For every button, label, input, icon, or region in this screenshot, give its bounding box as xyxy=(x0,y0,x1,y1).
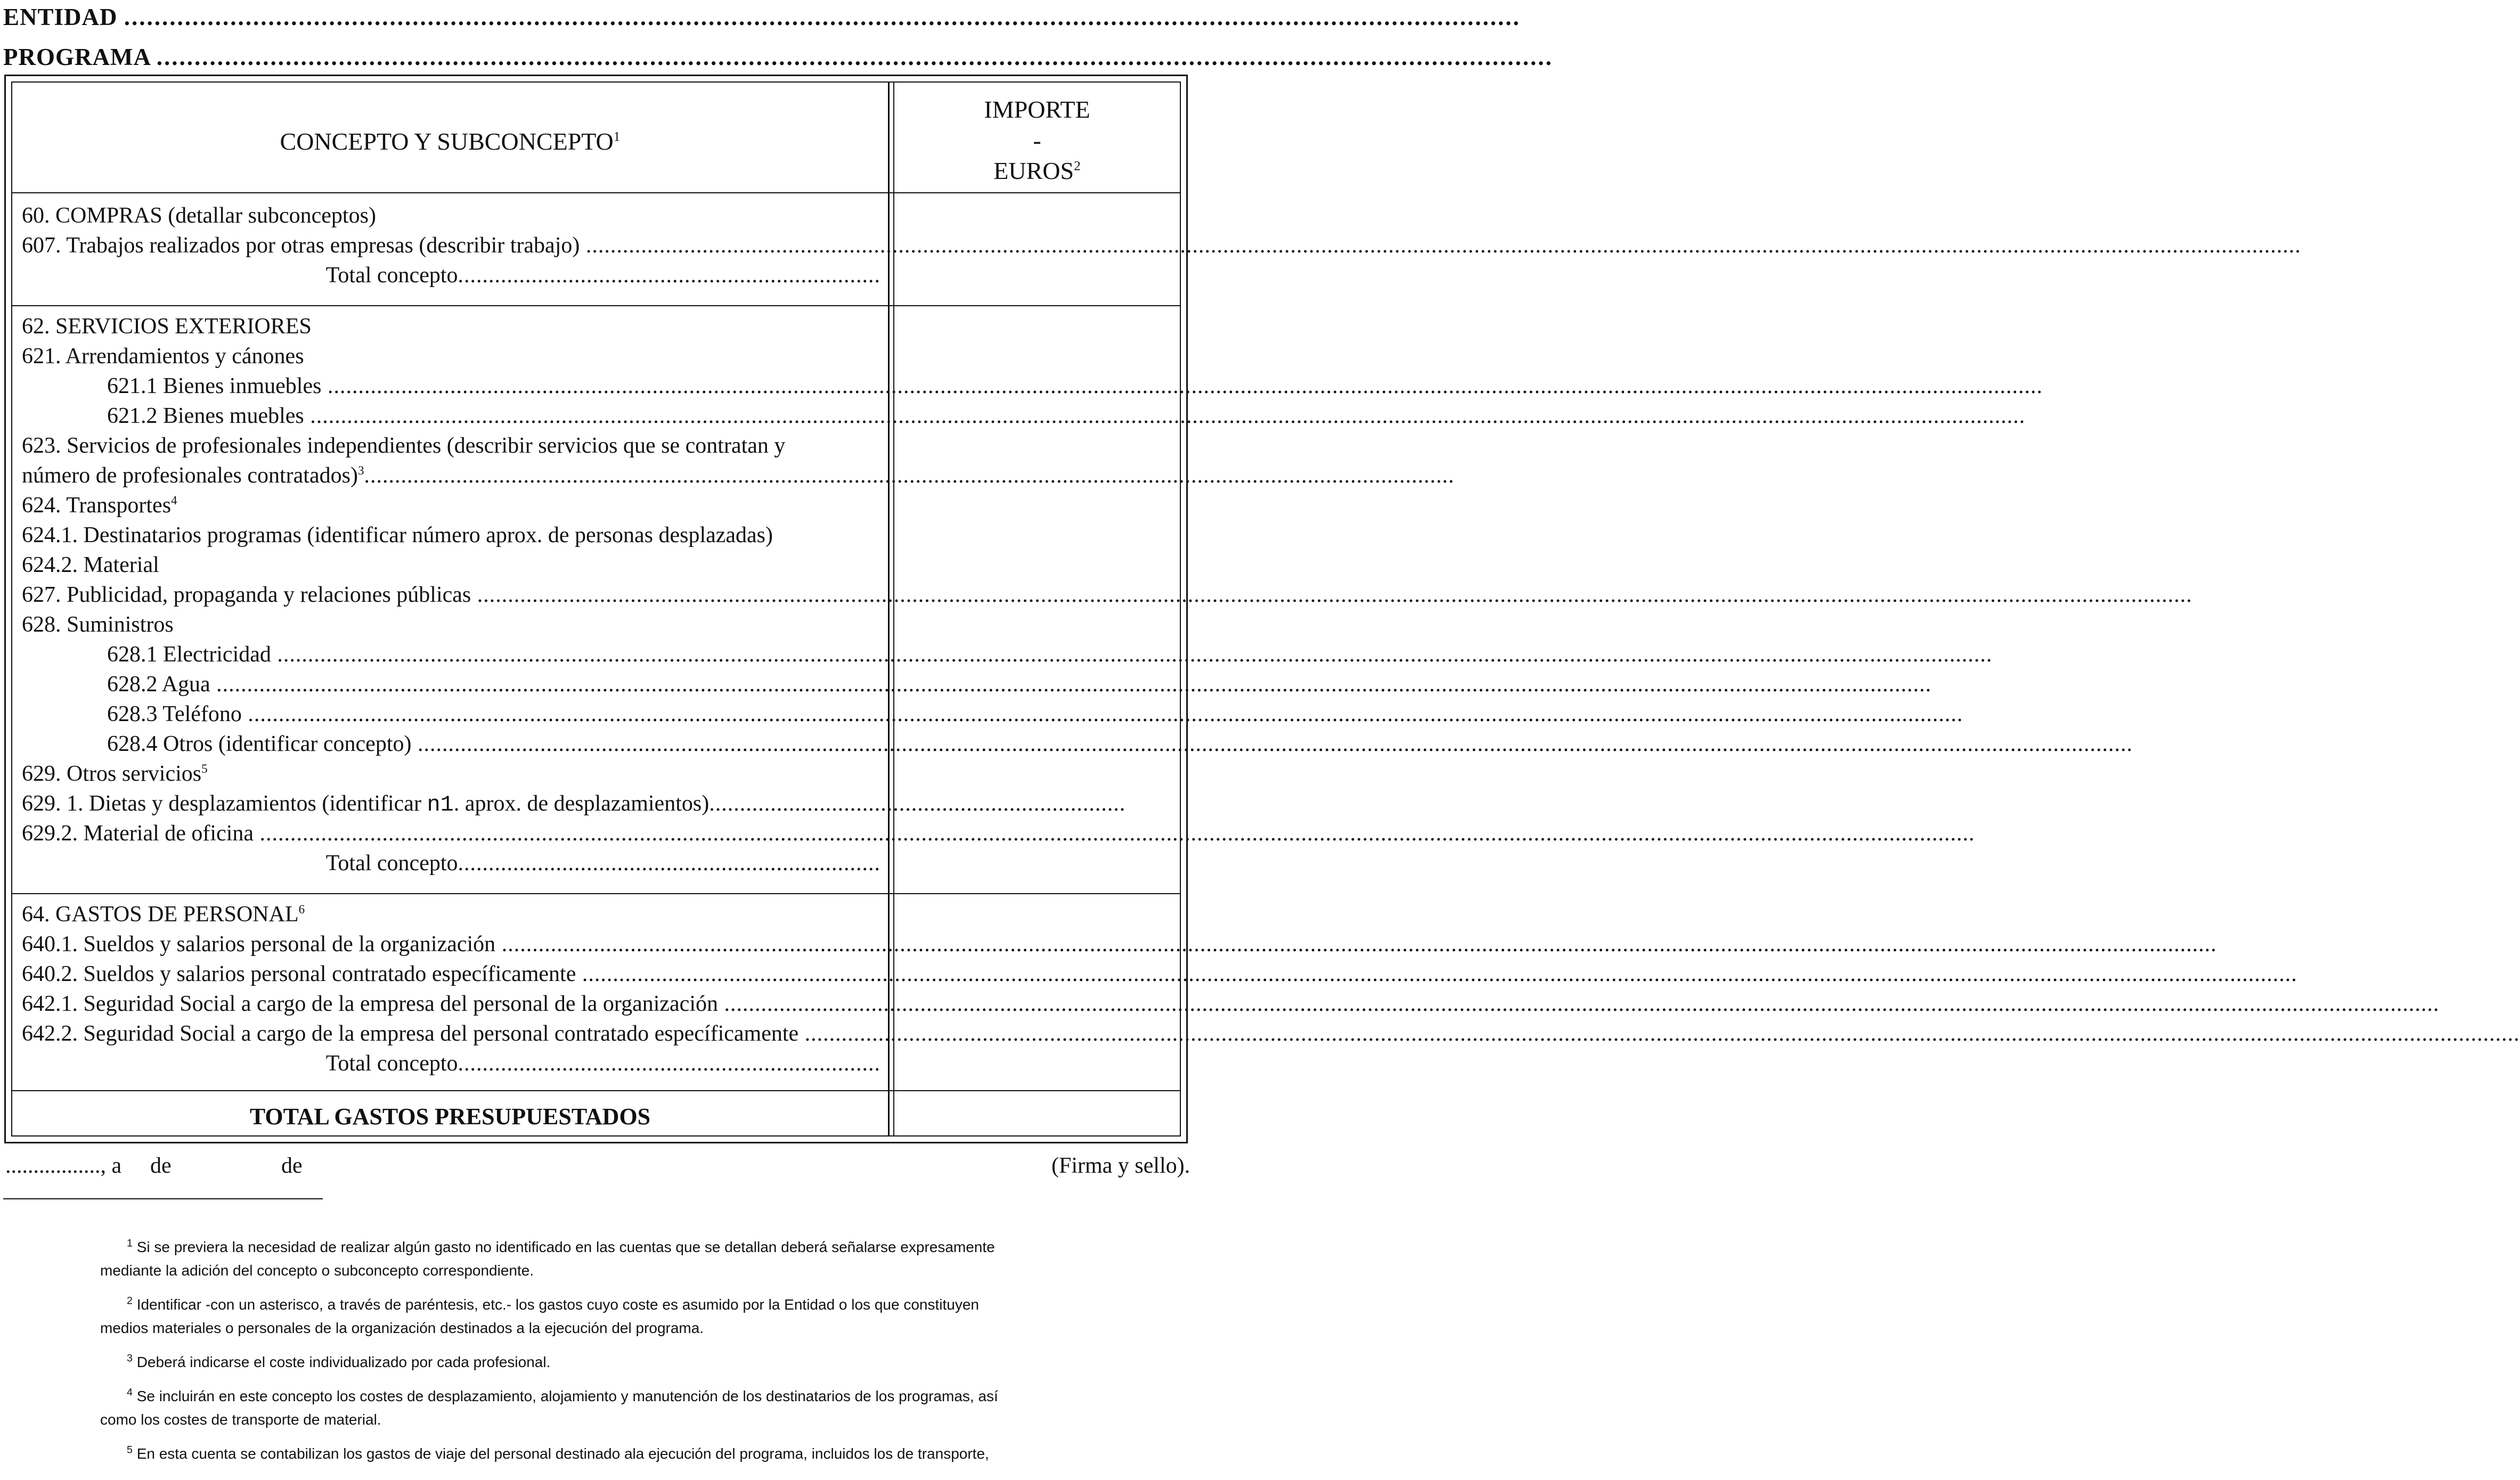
footnote-5-num: 5 xyxy=(127,1444,133,1456)
line-621-2: 621.2 Bienes muebles ..... xyxy=(22,401,880,431)
line-624 xyxy=(22,490,880,520)
line-629-1-mono: n1 xyxy=(427,792,454,817)
importe-header-line3 xyxy=(894,156,1180,186)
compras-total: Total concepto..................................................................... xyxy=(325,263,880,288)
line-629-text: 629. Otros servicios xyxy=(22,762,202,786)
line-628: 628. Suministros xyxy=(22,612,174,637)
line-640-1: 640.1. Sueldos y salarios personal de la organización ..... xyxy=(22,929,880,959)
footnote-rule xyxy=(3,1198,323,1199)
line-642-2: 642.2. Seguridad Social a cargo de la empresa del personal contratado específicamente ..... xyxy=(22,1019,880,1049)
signature-de-2: de xyxy=(281,1154,303,1178)
line-629-2: 629.2. Material de oficina ..... xyxy=(22,819,880,848)
line-623b-text: número de profesionales contratados) xyxy=(22,463,358,488)
entidad-label: ENTIDAD xyxy=(3,4,118,30)
personal-title xyxy=(22,900,880,929)
line-628-4: 628.4 Otros (identificar concepto) ..... xyxy=(22,729,880,759)
line-640-2: 640.2. Sueldos y salarios personal contratado específicamente ..... xyxy=(22,959,880,989)
servicios-title: 62. SERVICIOS EXTERIORES xyxy=(22,314,312,339)
servicios-total-label: Total concepto xyxy=(325,851,458,876)
footnote-ref-2: 2 xyxy=(1074,158,1081,174)
servicios-total: Total concepto..................................................................... xyxy=(325,851,880,876)
footnote-1 xyxy=(100,1236,1112,1282)
personal-total-label: Total concepto xyxy=(325,1051,458,1076)
line-628-3: 628.3 Teléfono ..... xyxy=(22,699,880,729)
budget-table-inner xyxy=(11,81,1455,1136)
footnote-ref-4: 4 xyxy=(171,493,177,507)
programa-dots: ........................................................................................................................................................................................ xyxy=(156,44,1553,70)
row-divider-compras xyxy=(12,305,1180,306)
section-compras xyxy=(22,201,880,290)
importe-header-euros: EUROS xyxy=(993,157,1074,184)
row-divider-head xyxy=(12,192,1180,193)
concepto-header xyxy=(12,129,888,154)
footnote-2-num: 2 xyxy=(127,1295,133,1307)
compras-total-label: Total concepto xyxy=(325,263,458,288)
footnote-1-line2: mediante la adición del concepto o subconcepto correspondiente. xyxy=(100,1262,534,1279)
line-624-1: 624.1. Destinatarios programas (identificar número aprox. de personas desplazadas) xyxy=(22,523,773,547)
footnote-ref-1: 1 xyxy=(613,129,621,144)
line-621: 621. Arrendamientos y cánones xyxy=(22,344,304,369)
footnote-1-num: 1 xyxy=(127,1237,133,1249)
line-627: 627. Publicidad, propaganda y relaciones públicas ..... xyxy=(22,580,880,610)
total-gastos-label: TOTAL GASTOS PRESUPUESTADOS xyxy=(249,1103,651,1130)
personal-total: Total concepto..................................................................... xyxy=(325,1051,880,1076)
section-personal xyxy=(22,900,880,1078)
footnote-2 xyxy=(100,1293,1112,1340)
importe-header-line1: IMPORTE xyxy=(984,96,1090,123)
line-629-1: 629. 1. Dietas y desplazamientos (identificar n1. aprox. de desplazamientos).................................................................... xyxy=(22,791,1126,817)
footnote-5-line1: En esta cuenta se contabilizan los gastos de viaje del personal destinado ala ejecución del programa, incluidos los de transporte, xyxy=(136,1445,989,1462)
programa-field xyxy=(3,44,1553,70)
signature-firma: (Firma y sello). xyxy=(1051,1154,1190,1178)
line-621-1: 621.1 Bienes inmuebles ..... xyxy=(22,371,880,401)
line-623a: 623. Servicios de profesionales independientes (describir servicios que se contratan y xyxy=(22,434,786,458)
line-642-1: 642.1. Seguridad Social a cargo de la empresa del personal de la organización ..... xyxy=(22,989,880,1019)
footnote-3-line1: Deberá indicarse el coste individualizado por cada profesional. xyxy=(136,1354,551,1370)
footnote-4 xyxy=(100,1385,1112,1432)
programa-label: PROGRAMA xyxy=(3,44,150,70)
section-servicios xyxy=(22,312,1455,878)
footnote-4-line1: Se incluirán en este concepto los costes de desplazamiento, alojamiento y manutención de los destinatarios de los programas, así xyxy=(136,1388,998,1404)
line-629-1-text-a: 629. 1. Dietas y desplazamientos (identificar xyxy=(22,791,427,816)
line-629-1-text-b: . aprox. de desplazamientos) xyxy=(453,791,709,816)
row-divider-personal xyxy=(12,1090,1180,1091)
importe-header xyxy=(894,94,1180,186)
budget-table xyxy=(4,75,1455,1143)
footnote-4-num: 4 xyxy=(127,1386,133,1399)
footnote-3-num: 3 xyxy=(127,1352,133,1364)
footnote-5 xyxy=(100,1442,1112,1466)
concepto-header-label: CONCEPTO Y SUBCONCEPTO xyxy=(280,128,614,155)
footnote-4-line2: como los costes de transporte de material. xyxy=(100,1411,381,1428)
line-623b: número de profesionales contratados)$^3$.................................................................................................................................................................................. xyxy=(22,463,1455,488)
line-607: 607. Trabajos realizados por otras empresas (describir trabajo) ..... xyxy=(22,231,880,260)
signature-de-1: de xyxy=(150,1154,172,1178)
line-624-text: 624. Transportes xyxy=(22,493,172,518)
footnote-2-line1: Identificar -con un asterisco, a través de paréntesis, etc.- los gastos cuyo coste es asumido por la Entidad o los que constituyen xyxy=(136,1296,979,1313)
line-624-2: 624.2. Material xyxy=(22,553,159,577)
footnote-1-line1: Si se previera la necesidad de realizar algún gasto no identificado en las cuentas que se detallan deberá señalarse expresamente xyxy=(136,1239,995,1255)
footnote-ref-5: 5 xyxy=(201,762,208,775)
footnote-ref-3: 3 xyxy=(357,463,364,477)
row-divider-servicios xyxy=(12,893,1180,894)
footnote-ref-6: 6 xyxy=(298,902,305,916)
line-628-2: 628.2 Agua ..... xyxy=(22,669,880,699)
footnote-3 xyxy=(100,1351,1112,1374)
signature-place: ................., a xyxy=(5,1154,122,1178)
entidad-field xyxy=(3,4,1521,30)
entidad-dots: ........................................................................................................................................................................................ xyxy=(124,4,1521,30)
personal-title-text: 64. GASTOS DE PERSONAL xyxy=(22,902,299,927)
footnote-2-line2: medios materiales o personales de la organización destinados a la ejecución del programa. xyxy=(100,1320,704,1336)
compras-title: 60. COMPRAS (detallar subconceptos) xyxy=(22,203,376,228)
importe-header-line2: - xyxy=(1033,126,1041,154)
line-629 xyxy=(22,759,880,789)
line-628-1: 628.1 Electricidad ..... xyxy=(22,640,880,669)
